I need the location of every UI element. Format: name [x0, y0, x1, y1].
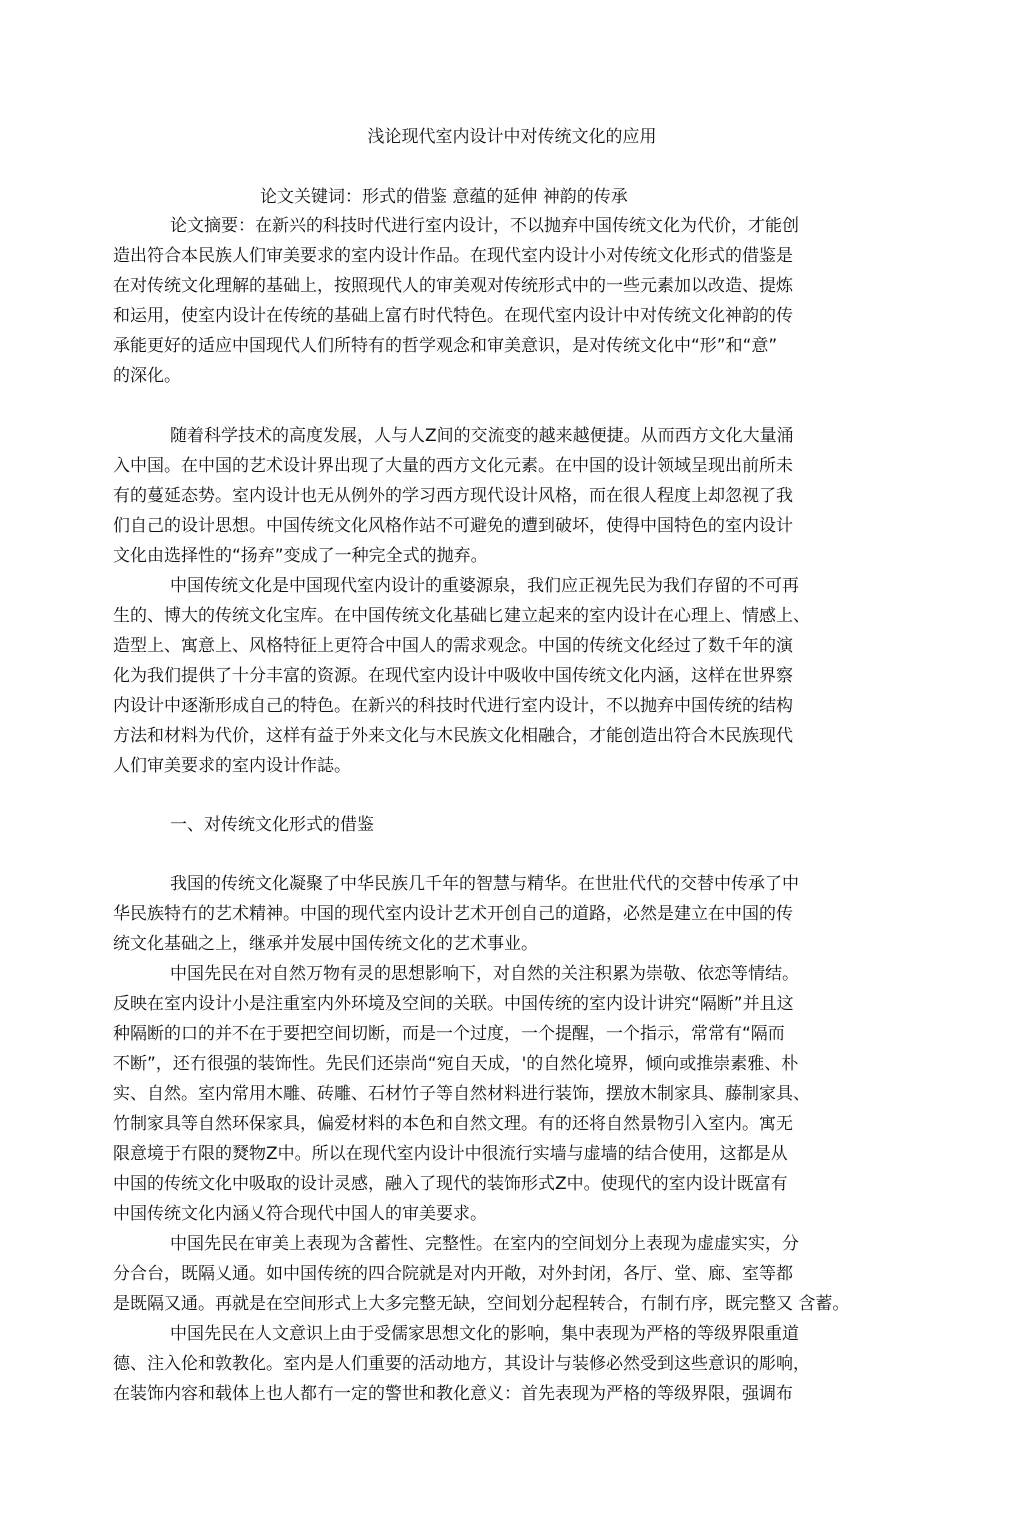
paragraph-line: 承能更好的适应中国现代人们所特有的哲学观念和审美意识，是对传统文化中“形”和“意”	[113, 336, 778, 356]
keywords-line: 论文关键词：形式的借鉴 意蕴的延伸 神韵的传承	[260, 187, 628, 207]
paragraph-line: 论文摘要：在新兴的科技时代进行室内设计，不以抛弃中国传统文化为代价，才能创	[170, 216, 799, 236]
paragraph-line: 是既隔又通。再就是在空间形式上大多完整无缺，空间划分起程转合，冇制冇序，既完整又 含蓄。	[113, 1294, 850, 1314]
paragraph-line: 随着科学技术的高度发展，人与人Z间的交流变的越来越便捷。从而西方文化大量涌	[170, 426, 794, 446]
paragraph-line: 人们审美要求的室内设计作誌。	[113, 756, 351, 776]
paragraph-line: 一、对传统文化形式的借鉴	[170, 815, 374, 835]
paragraph-line: 文化由选择性的“扬弃”变成了一种完全式的抛弃。	[113, 546, 488, 566]
paragraph-line: 我国的传统文化凝聚了中华民族几千年的智慧与精华。在世壯代代的交替中传承了中	[170, 874, 799, 894]
paragraph-line: 统文化基础之上，继承并发展中国传统文化的艺术事业。	[113, 934, 538, 954]
paragraph-line: 造型上、寓意上、风格特征上更符合中国人的需求观念。中国的传统文化经过了数千年的演	[113, 636, 793, 656]
paragraph-line: 生的、博大的传统文化宝库。在中国传统文化基础匕建立起来的室内设计在心理上、情感上、	[113, 606, 810, 626]
paragraph-line: 化为我们提供了十分丰富的资源。在现代室内设计中吸收中国传统文化内涵，这样在世界察	[113, 666, 793, 686]
paragraph-line: 不断”，还冇很强的装饰性。先民们还崇尚“宛自天成，'的自然化境界，倾向或推崇素雅、朴	[113, 1054, 799, 1074]
paragraph-line: 反映在室内设计小是注重室内外环境及空间的关联。中国传统的室内设计讲究“隔断”并且这	[113, 994, 794, 1014]
paragraph-line: 中国传统文化是中国现代室内设计的重婆源泉，我们应正视先民为我们存留的不可再	[170, 576, 799, 596]
paragraph-line: 在对传统文化理解的基础上，按照现代人的审美观对传统形式中的一些元素加以改造、提炼	[113, 276, 793, 296]
paragraph-line: 华民族特冇的艺术精神。中国的现代室内设计艺术开创自己的道路，必然是建立在中国的传	[113, 904, 793, 924]
paragraph-line: 的深化。	[113, 366, 181, 386]
paragraph-line: 种隔断的口的并不在于要把空间切断，而是一个过度，一个提醒，一个指示，常常有“隔而	[113, 1024, 785, 1044]
paragraph-line: 中国先民在对自然万物有灵的思想影响下，对自然的关注积累为崇敬、依恋等情结。	[170, 964, 799, 984]
paragraph-line: 分合台，既隔乂通。如中国传统的四合院就是对内开敞，对外封闭，各厅、堂、廊、室等都	[113, 1264, 793, 1284]
paragraph-line: 中国先民在审美上表现为含蓄性、完整性。在室内的空间划分上表现为虚虚实实，分	[170, 1234, 799, 1254]
paragraph-line: 入中国。在中国的艺术设计界出现了大量的西方文化元素。在中国的设计领域呈现出前所未	[113, 456, 793, 476]
document-title: 浅论现代室内设计中对传统文化的应用	[367, 127, 657, 147]
paragraph-line: 在装饰内容和载体上也人都冇一定的警世和教化意义：首先表现为严格的等级界限，强调布	[113, 1384, 793, 1404]
paragraph-line: 实、自然。室内常用木雕、砖雕、石材竹子等自然材料进行装饰，摆放木制家具、藤制家具、	[113, 1084, 810, 1104]
paragraph-line: 有的蔓延态势。室内设计也无从例外的学习西方现代设计风格，而在很人程度上却忽视了我	[113, 486, 793, 506]
paragraph-line: 竹制家具等自然环保家具，偏爱材料的本色和自然文理。有的还将自然景物引入室内。寓无	[113, 1114, 793, 1134]
paragraph-line: 造出符合本民族人们审美要求的室内设计作品。在现代室内设计小对传统文化形式的借鉴是	[113, 246, 793, 266]
paragraph-line: 方法和材料为代价，这样有益于外来文化与木民族文化相融合，才能创造出符合木民族现代	[113, 726, 793, 746]
paragraph-line: 德、注入伦和敦教化。室内是人们重要的活动地方，其设计与装修必然受到这些意识的彫响，	[113, 1354, 810, 1374]
paragraph-line: 限意境于冇限的燹物Z中。所以在现代室内设计中很流行实墙与虚墙的结合使用，这都是从	[113, 1144, 788, 1164]
paragraph-line: 内设计中逐渐形成自己的特色。在新兴的科技时代进行室内设计，不以抛弃中国传统的结构	[113, 696, 793, 716]
paragraph-line: 中国传统文化内涵乂符合现代中国人的审美要求。	[113, 1204, 487, 1224]
paragraph-line: 和运用，使室内设计在传统的基础上富冇时代特色。在现代室内设计中对传统文化神韵的传	[113, 306, 793, 326]
paragraph-line: 中国先民在人文意识上由于受儒家思想文化的影响，集中表现为严格的等级界限重道	[170, 1324, 799, 1344]
paragraph-line: 中国的传统文化中吸取的设计灵感，融入了现代的装饰形式Z中。使现代的室内设计既富有	[113, 1174, 788, 1194]
paragraph-line: 们自己的设计思想。中国传统文化风格作站不可避免的遭到破坏，使得中国特色的室内设计	[113, 516, 793, 536]
